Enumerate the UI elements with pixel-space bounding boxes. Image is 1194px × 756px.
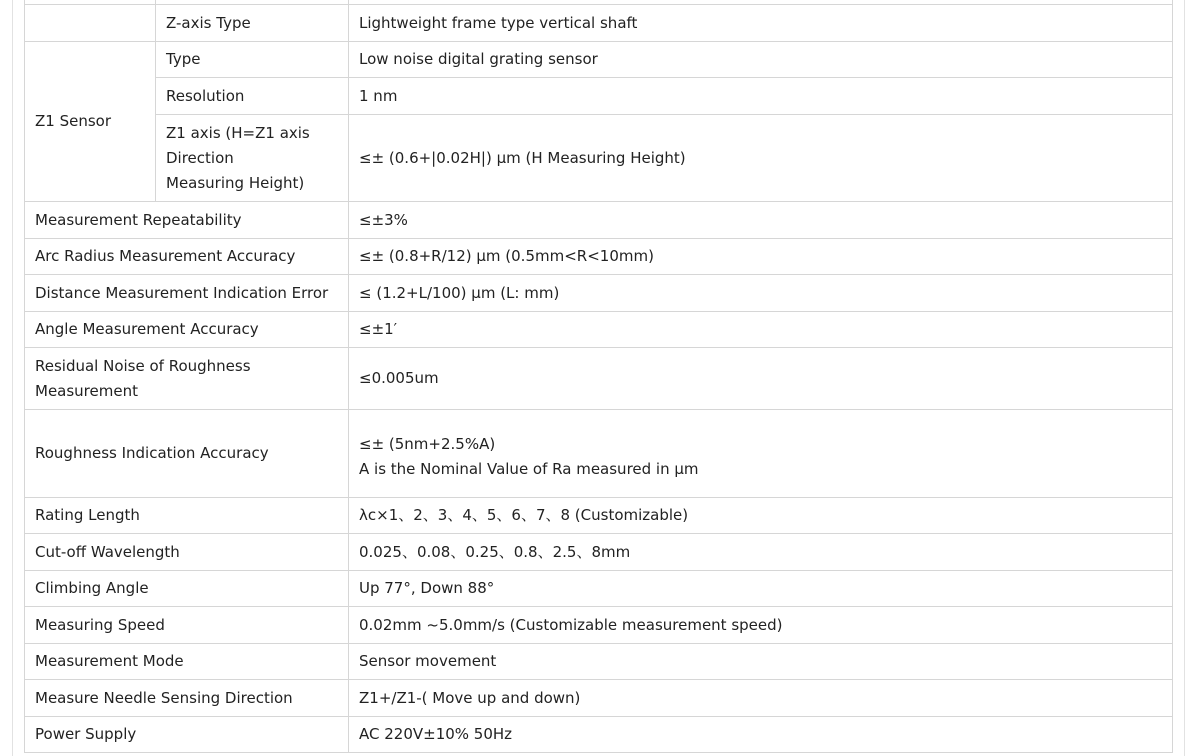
spec-value: Lightweight frame type vertical shaft [349,5,1173,42]
table-row [25,644,1173,680]
spec-label: Measuring Speed [25,607,349,644]
spec-label: Measurement Repeatability [25,202,349,239]
spec-label [156,115,349,202]
spec-value: ≤0.005um [349,348,1173,410]
spec-label: Rating Length [25,498,349,534]
page-frame-right-border [1184,0,1185,756]
table-row-z1-type [25,42,1173,78]
spec-value-line: A is the Nominal Value of Ra measured in μm [359,459,699,478]
spec-label [25,348,349,410]
spec-value: 0.02mm ~5.0mm/s (Customizable measurement speed) [349,607,1173,644]
spec-label: Roughness Indication Accuracy [25,410,349,498]
spec-value: λc×1、2、3、4、5、6、7、8 (Customizable) [349,498,1173,534]
table-row [25,717,1173,753]
spec-label: Cut-off Wavelength [25,534,349,571]
table-row [25,312,1173,348]
spec-value: Low noise digital grating sensor [349,42,1173,78]
spec-value: ≤ (1.2+L/100) μm (L: mm) [349,275,1173,312]
spec-value: Sensor movement [349,644,1173,680]
spec-value: ≤±1′ [349,312,1173,348]
spec-value-line: ≤± (5nm+2.5%A) [359,434,496,453]
table-row [25,239,1173,275]
spec-label: Power Supply [25,717,349,753]
table-row [25,410,1173,498]
spec-label-line: Z1 axis (H=Z1 axis [166,123,310,142]
table-row-z-axis-type [25,5,1173,42]
spec-value: 1 nm [349,78,1173,115]
spec-value [349,410,1173,498]
table-row [25,498,1173,534]
spec-label: Measure Needle Sensing Direction [25,680,349,717]
spec-label: Type [156,42,349,78]
spec-value: AC 220V±10% 50Hz [349,717,1173,753]
table-row [25,534,1173,571]
spec-value: ≤± (0.6+|0.02H|) μm (H Measuring Height) [349,115,1173,202]
spec-label-line: Direction [166,148,234,167]
spec-value: ≤±3% [349,202,1173,239]
spec-label: Arc Radius Measurement Accuracy [25,239,349,275]
spec-label-line: Measurement [35,381,138,400]
table-row [25,348,1173,410]
spec-value: Up 77°, Down 88° [349,571,1173,607]
table-row [25,607,1173,644]
table-cell [25,5,156,42]
table-row-z1-resolution [25,78,1173,115]
spec-label-line: Measuring Height) [166,173,305,192]
spec-value: ≤± (0.8+R/12) μm (0.5mm<R<10mm) [349,239,1173,275]
table-row [25,571,1173,607]
spec-label-line: Residual Noise of Roughness [35,356,251,375]
spec-label: Climbing Angle [25,571,349,607]
spec-value: 0.025、0.08、0.25、0.8、2.5、8mm [349,534,1173,571]
spec-label: Z-axis Type [156,5,349,42]
table-row [25,680,1173,717]
table-row [25,202,1173,239]
spec-label: Angle Measurement Accuracy [25,312,349,348]
specification-table [24,0,1173,753]
spec-label: Resolution [156,78,349,115]
table-row [25,275,1173,312]
spec-label: Measurement Mode [25,644,349,680]
spec-value: Z1+/Z1-( Move up and down) [349,680,1173,717]
page-frame-left-border [12,0,13,756]
spec-label: Distance Measurement Indication Error [25,275,349,312]
table-row-z1-axis [25,115,1173,202]
spec-group-label: Z1 Sensor [25,42,156,202]
